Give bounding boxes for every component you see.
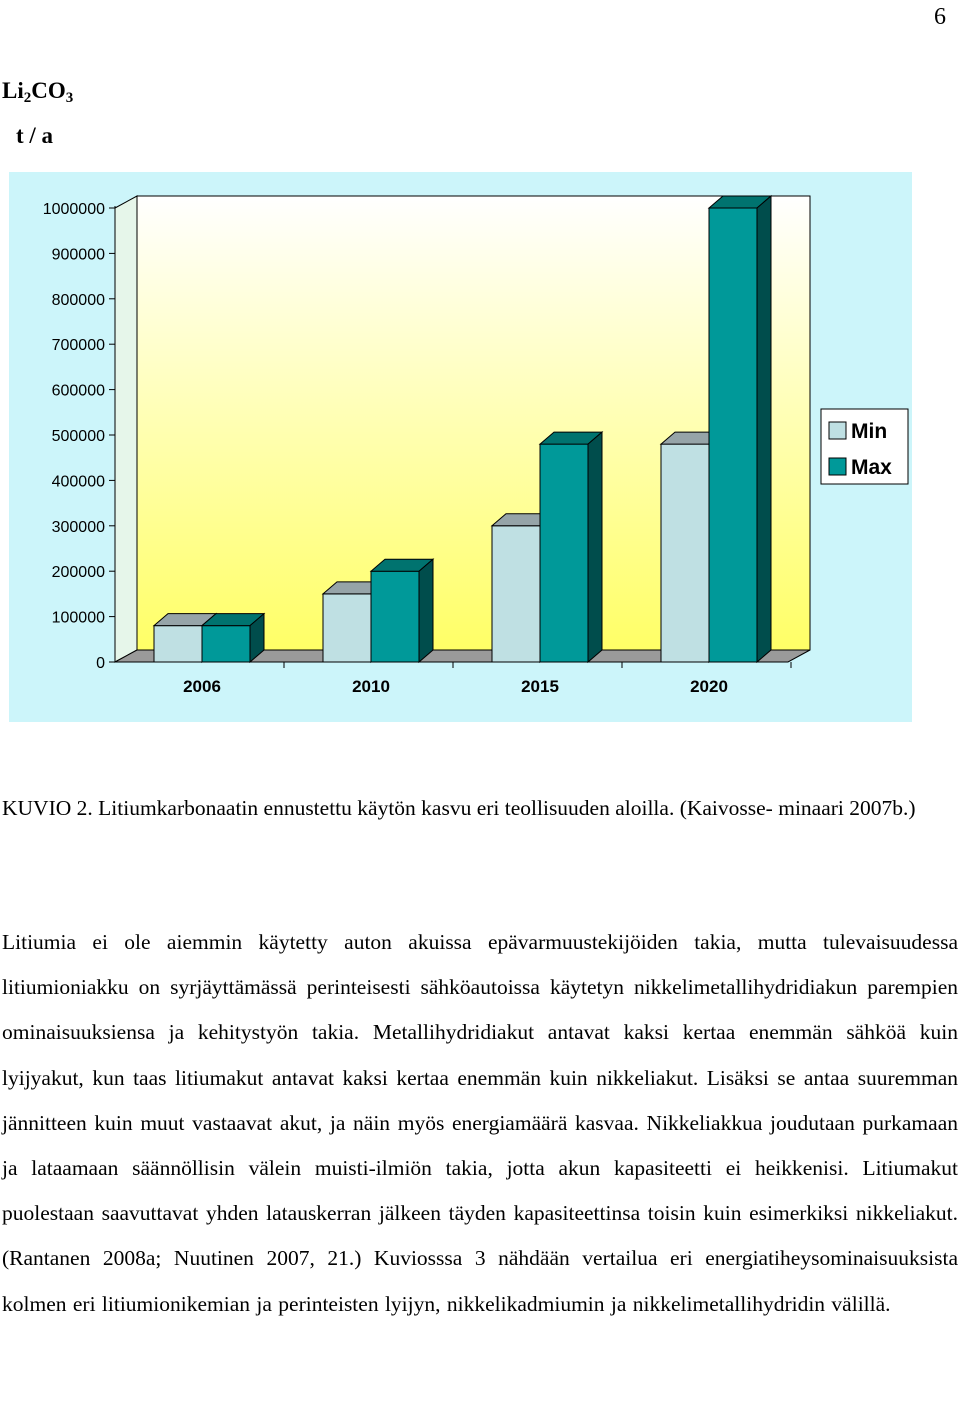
chart-area	[9, 172, 912, 722]
y-tick-label: 600000	[51, 382, 105, 400]
bar-max-2006	[202, 614, 264, 662]
bar-max-2020	[709, 196, 771, 662]
bar-chart	[9, 172, 912, 722]
bar-front	[202, 626, 250, 662]
bar-max-2010	[371, 559, 433, 662]
bar-front	[540, 444, 588, 662]
y-tick-label: 100000	[51, 609, 105, 627]
bar-side	[588, 432, 602, 662]
y-tick-label: 0	[96, 655, 105, 672]
bar-front	[323, 594, 371, 662]
legend-swatch-max	[829, 458, 846, 475]
legend-label-max: Max	[851, 456, 892, 479]
y-tick-label: 200000	[51, 564, 105, 582]
page-number: 6	[934, 4, 946, 30]
x-tick-label: 2006	[183, 677, 221, 696]
bar-front	[492, 526, 540, 662]
y-tick-label: 500000	[51, 428, 105, 445]
y-tick-label: 400000	[51, 473, 105, 491]
x-tick-label: 2020	[690, 677, 728, 696]
legend-swatch-min	[829, 422, 846, 439]
bar-max-2015	[540, 432, 602, 662]
plot-side-wall	[115, 196, 137, 662]
bar-front	[709, 208, 757, 662]
x-tick-label: 2015	[521, 677, 559, 696]
legend	[821, 409, 908, 484]
bar-front	[371, 571, 419, 662]
y-tick-label: 300000	[51, 518, 105, 536]
bar-front	[154, 626, 202, 662]
y-axis-label: $Li_2CO_3$	[2, 78, 74, 106]
bar-side	[419, 559, 433, 662]
bar-side	[757, 196, 771, 662]
x-tick-label: 2010	[352, 677, 390, 696]
figure-caption: KUVIO 2. Litiumkarbonaatin ennustettu käytön kasvu eri teollisuuden aloilla. (Kaivosse- minaari 2007b.)	[2, 796, 916, 820]
y-tick-label: 1000000	[42, 201, 105, 218]
body-paragraph: Litiumia ei ole aiemmin käytetty auton akuissa epävarmuustekijöiden takia, mutta tulevaisuudessa litiumioniakku on syrjäyttämässä perinteisesti sähköautoissa käytetyn nikkelimetallihydridiakun parempien ominaisuuksiensa ja kehitystyön takia. Metallihydridiakut antavat kaksi kertaa enemmän sähköä kuin lyijyakut, kun taas litiumakut antavat kaksi kertaa enemmän kuin nikkeliakut. Lisäksi se antaa suuremman jännitteen kuin muut vastaavat akut, ja näin myös energiamäärä kasvaa. Nikkeliakkua joudutaan purkamaan ja lataamaan säännöllisin välein muisti-ilmiön takia, jotta akun kapasiteetti ei heikkenisi. Litiumakut puolestaan saavuttavat yhden latauskerran jälkeen täyden kapasiteettinsa toisin kuin esimerkiksi nikkeliakut. (Rantanen 2008a; Nuutinen 2007, 21.) Kuviosssa 3 nähdään vertailua eri energiatiheysominaisuuksista kolmen eri litiumionikemian ja perinteisten lyijyn, nikkelikadmiumin ja nikkelimetallihydridin välillä.	[2, 930, 958, 1316]
y-axis-unit: t / a	[16, 123, 54, 148]
legend-label-min: Min	[851, 420, 888, 443]
bar-front	[661, 444, 709, 662]
y-tick-label: 800000	[51, 291, 105, 309]
y-tick-label: 900000	[51, 246, 105, 264]
y-tick-label: 700000	[51, 337, 105, 355]
